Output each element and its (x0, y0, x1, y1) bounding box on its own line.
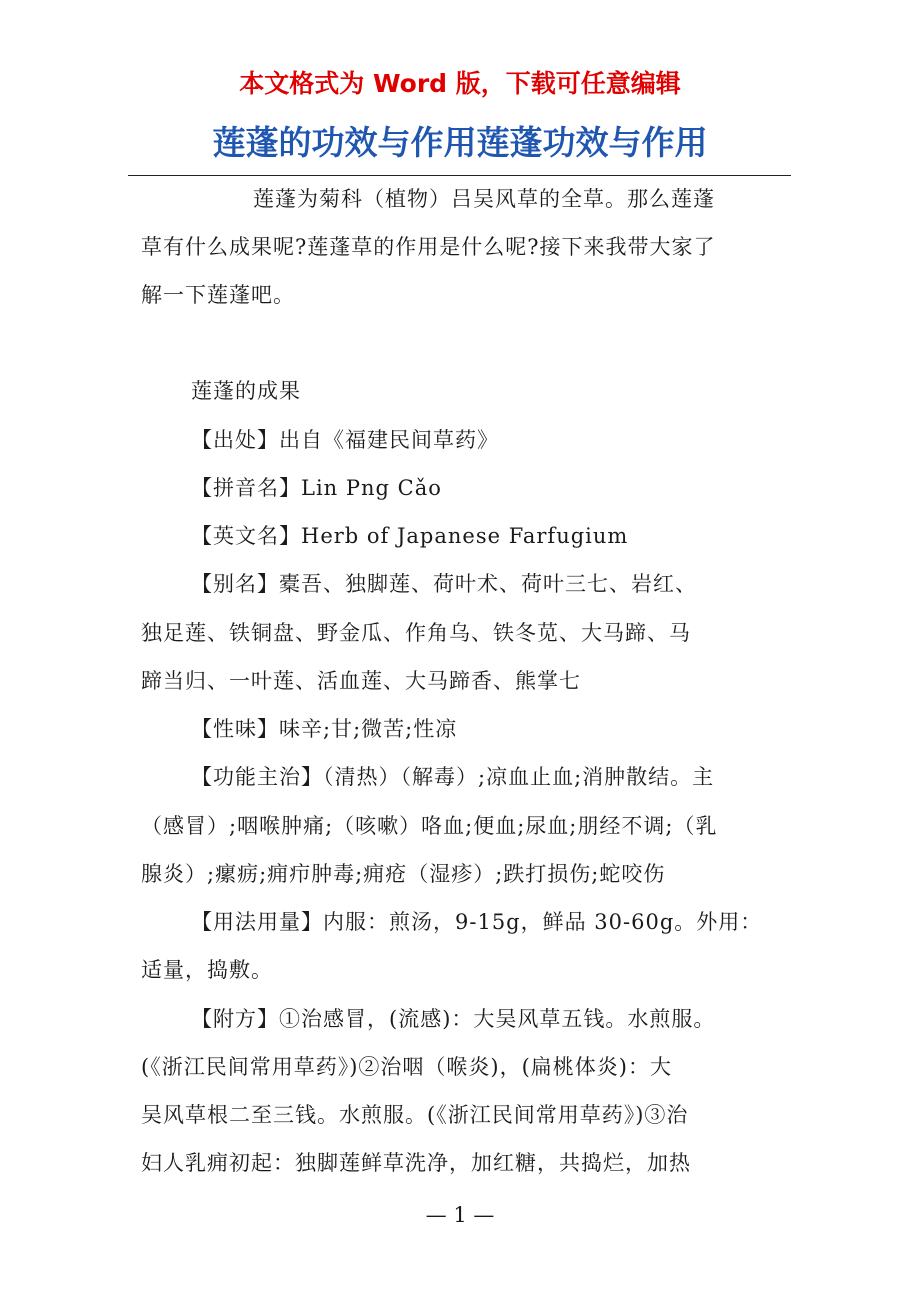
function-line-3: 腺炎）;瘰疬;痈疖肿毒;痈疮（湿疹）;跌打损伤;蛇咬伤 (141, 862, 666, 886)
prescription-line-2: (《浙江民间常用草药》)②治咽（喉炎)，(扁桃体炎)：大 (141, 1055, 672, 1079)
source-line: 【出处】出自《福建民间草药》 (191, 428, 499, 452)
format-banner: 本文格式为 Word 版，下载可任意编辑 (239, 69, 681, 98)
intro-line-1: 莲蓬为菊科（植物）吕吴风草的全草。那么莲蓬 (253, 187, 715, 211)
function-line-1: 【功能主治】（清热）（解毒）;凉血止血;消肿散结。主 (191, 765, 715, 789)
english-name-line: 【英文名】Herb of Japanese Farfugium (191, 524, 629, 548)
section-heading: 莲蓬的成果 (191, 379, 301, 403)
nature-taste-line: 【性味】味辛;甘;微苦;性凉 (191, 717, 458, 741)
page-number: — 1 — (425, 1203, 495, 1227)
pinyin-name-line: 【拼音名】Lin Png Cǎo (191, 476, 442, 500)
function-line-2: （感冒）;咽喉肿痛;（咳嗽）咯血;便血;尿血;朋经不调;（乳 (141, 814, 718, 838)
prescription-line-3: 吴风草根二至三钱。水煎服。(《浙江民间常用草药》)③治 (141, 1103, 689, 1127)
alias-line-1: 【别名】橐吾、独脚莲、荷叶术、荷叶三七、岩红、 (191, 572, 697, 596)
prescription-line-1: 【附方】①治感冒，(流感)：大吴风草五钱。水煎服。 (191, 1007, 716, 1031)
intro-line-2: 草有什么成果呢?莲蓬草的作用是什么呢?接下来我带大家了 (141, 235, 716, 259)
dosage-line-1: 【用法用量】内服：煎汤，9-15g，鲜品 30-60g。外用： (191, 910, 763, 934)
alias-line-3: 蹄当归、一叶莲、活血莲、大马蹄香、熊掌七 (141, 669, 581, 693)
dosage-line-2: 适量，捣敷。 (141, 958, 273, 982)
alias-line-2: 独足莲、铁铜盘、野金瓜、作角乌、铁冬苋、大马蹄、马 (141, 621, 691, 645)
document-title: 莲蓬的功效与作用莲蓬功效与作用 (212, 123, 708, 162)
prescription-line-4: 妇人乳痈初起：独脚莲鲜草洗净，加红糖，共捣烂，加热 (141, 1151, 691, 1175)
intro-line-3: 解一下莲蓬吧。 (141, 283, 295, 307)
